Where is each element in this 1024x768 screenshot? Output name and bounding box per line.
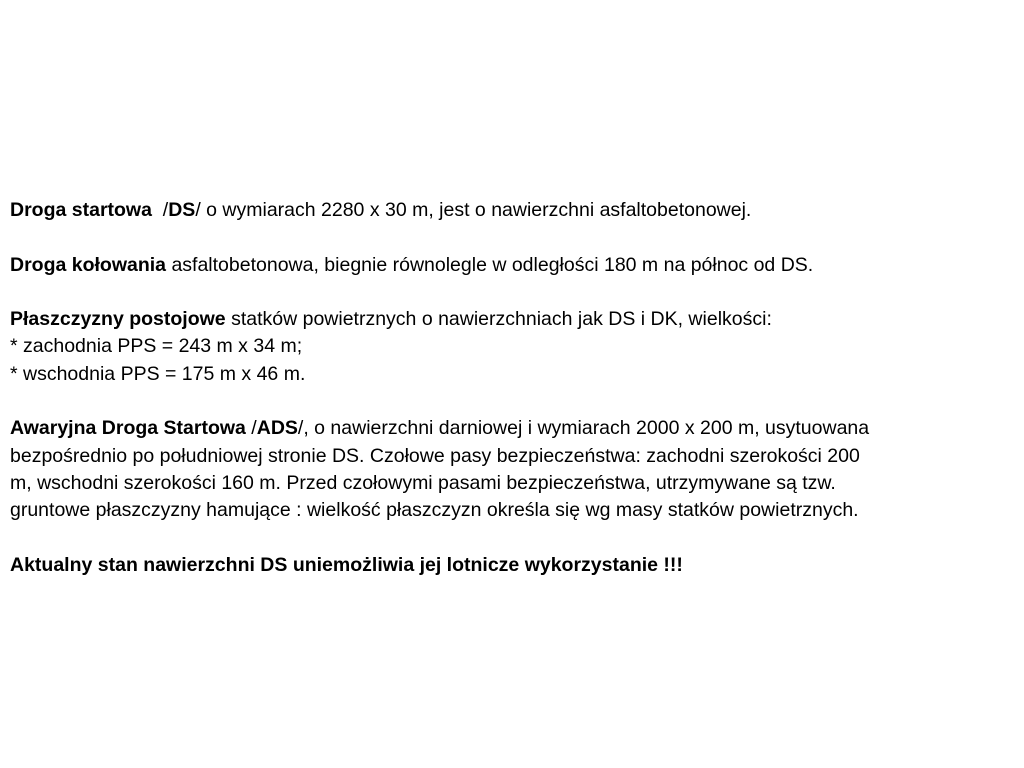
status-warning: Aktualny stan nawierzchni DS uniemożliwia jej lotnicze wykorzystanie !!!	[10, 553, 683, 576]
emergency-runway-term: Awaryjna Droga Startowa	[10, 417, 246, 440]
paragraph-status	[10, 552, 1018, 579]
emergency-runway-line-2: bezpośrednio po południowej stronie DS. Czołowe pasy bezpieczeństwa: zachodni szerokości 200	[10, 444, 860, 467]
runway-description: / o wymiarach 2280 x 30 m, jest o nawierzchni asfaltobetonowej.	[195, 199, 752, 221]
paragraph-aprons	[10, 306, 1018, 388]
paragraph-emergency-runway	[10, 415, 1018, 524]
emergency-runway-line-3: m, wschodni szerokości 160 m. Przed czołowymi pasami bezpieczeństwa, utrzymywane są tzw.	[10, 471, 836, 494]
emergency-runway-abbrev: ADS	[256, 417, 298, 440]
aprons-description: statków powietrznych o nawierzchniach jak DS i DK, wielkości:	[225, 308, 772, 331]
aprons-term: Płaszczyzny postojowe	[10, 308, 226, 331]
runway-separator: /	[151, 199, 169, 221]
apron-west-item: * zachodnia PPS = 243 m x 34 m;	[10, 335, 303, 358]
paragraph-taxiway	[10, 252, 1018, 279]
emergency-runway-description: /, o nawierzchni darniowej i wymiarach 2000 x 200 m, usytuowana	[297, 417, 870, 440]
status-line	[10, 552, 1018, 579]
emergency-runway-separator: /	[245, 417, 257, 440]
emergency-runway-line-1	[10, 415, 1018, 442]
runway-term: Droga startowa	[10, 199, 152, 221]
apron-east-item: * wschodnia PPS = 175 m x 46 m.	[10, 362, 306, 385]
taxiway-description: asfaltobetonowa, biegnie równolegle w odległości 180 m na północ od DS.	[166, 253, 814, 276]
taxiway-term: Droga kołowania	[10, 253, 167, 276]
runway-line	[10, 197, 1018, 224]
aprons-line	[10, 306, 1018, 333]
emergency-runway-line-4: gruntowe płaszczyzny hamujące : wielkość płaszczyzn określa się wg masy statków powietrznych.	[10, 499, 859, 522]
runway-abbrev: DS	[168, 199, 196, 221]
taxiway-line	[10, 252, 1018, 279]
paragraph-runway	[10, 197, 1018, 224]
slide-content	[10, 197, 1018, 606]
